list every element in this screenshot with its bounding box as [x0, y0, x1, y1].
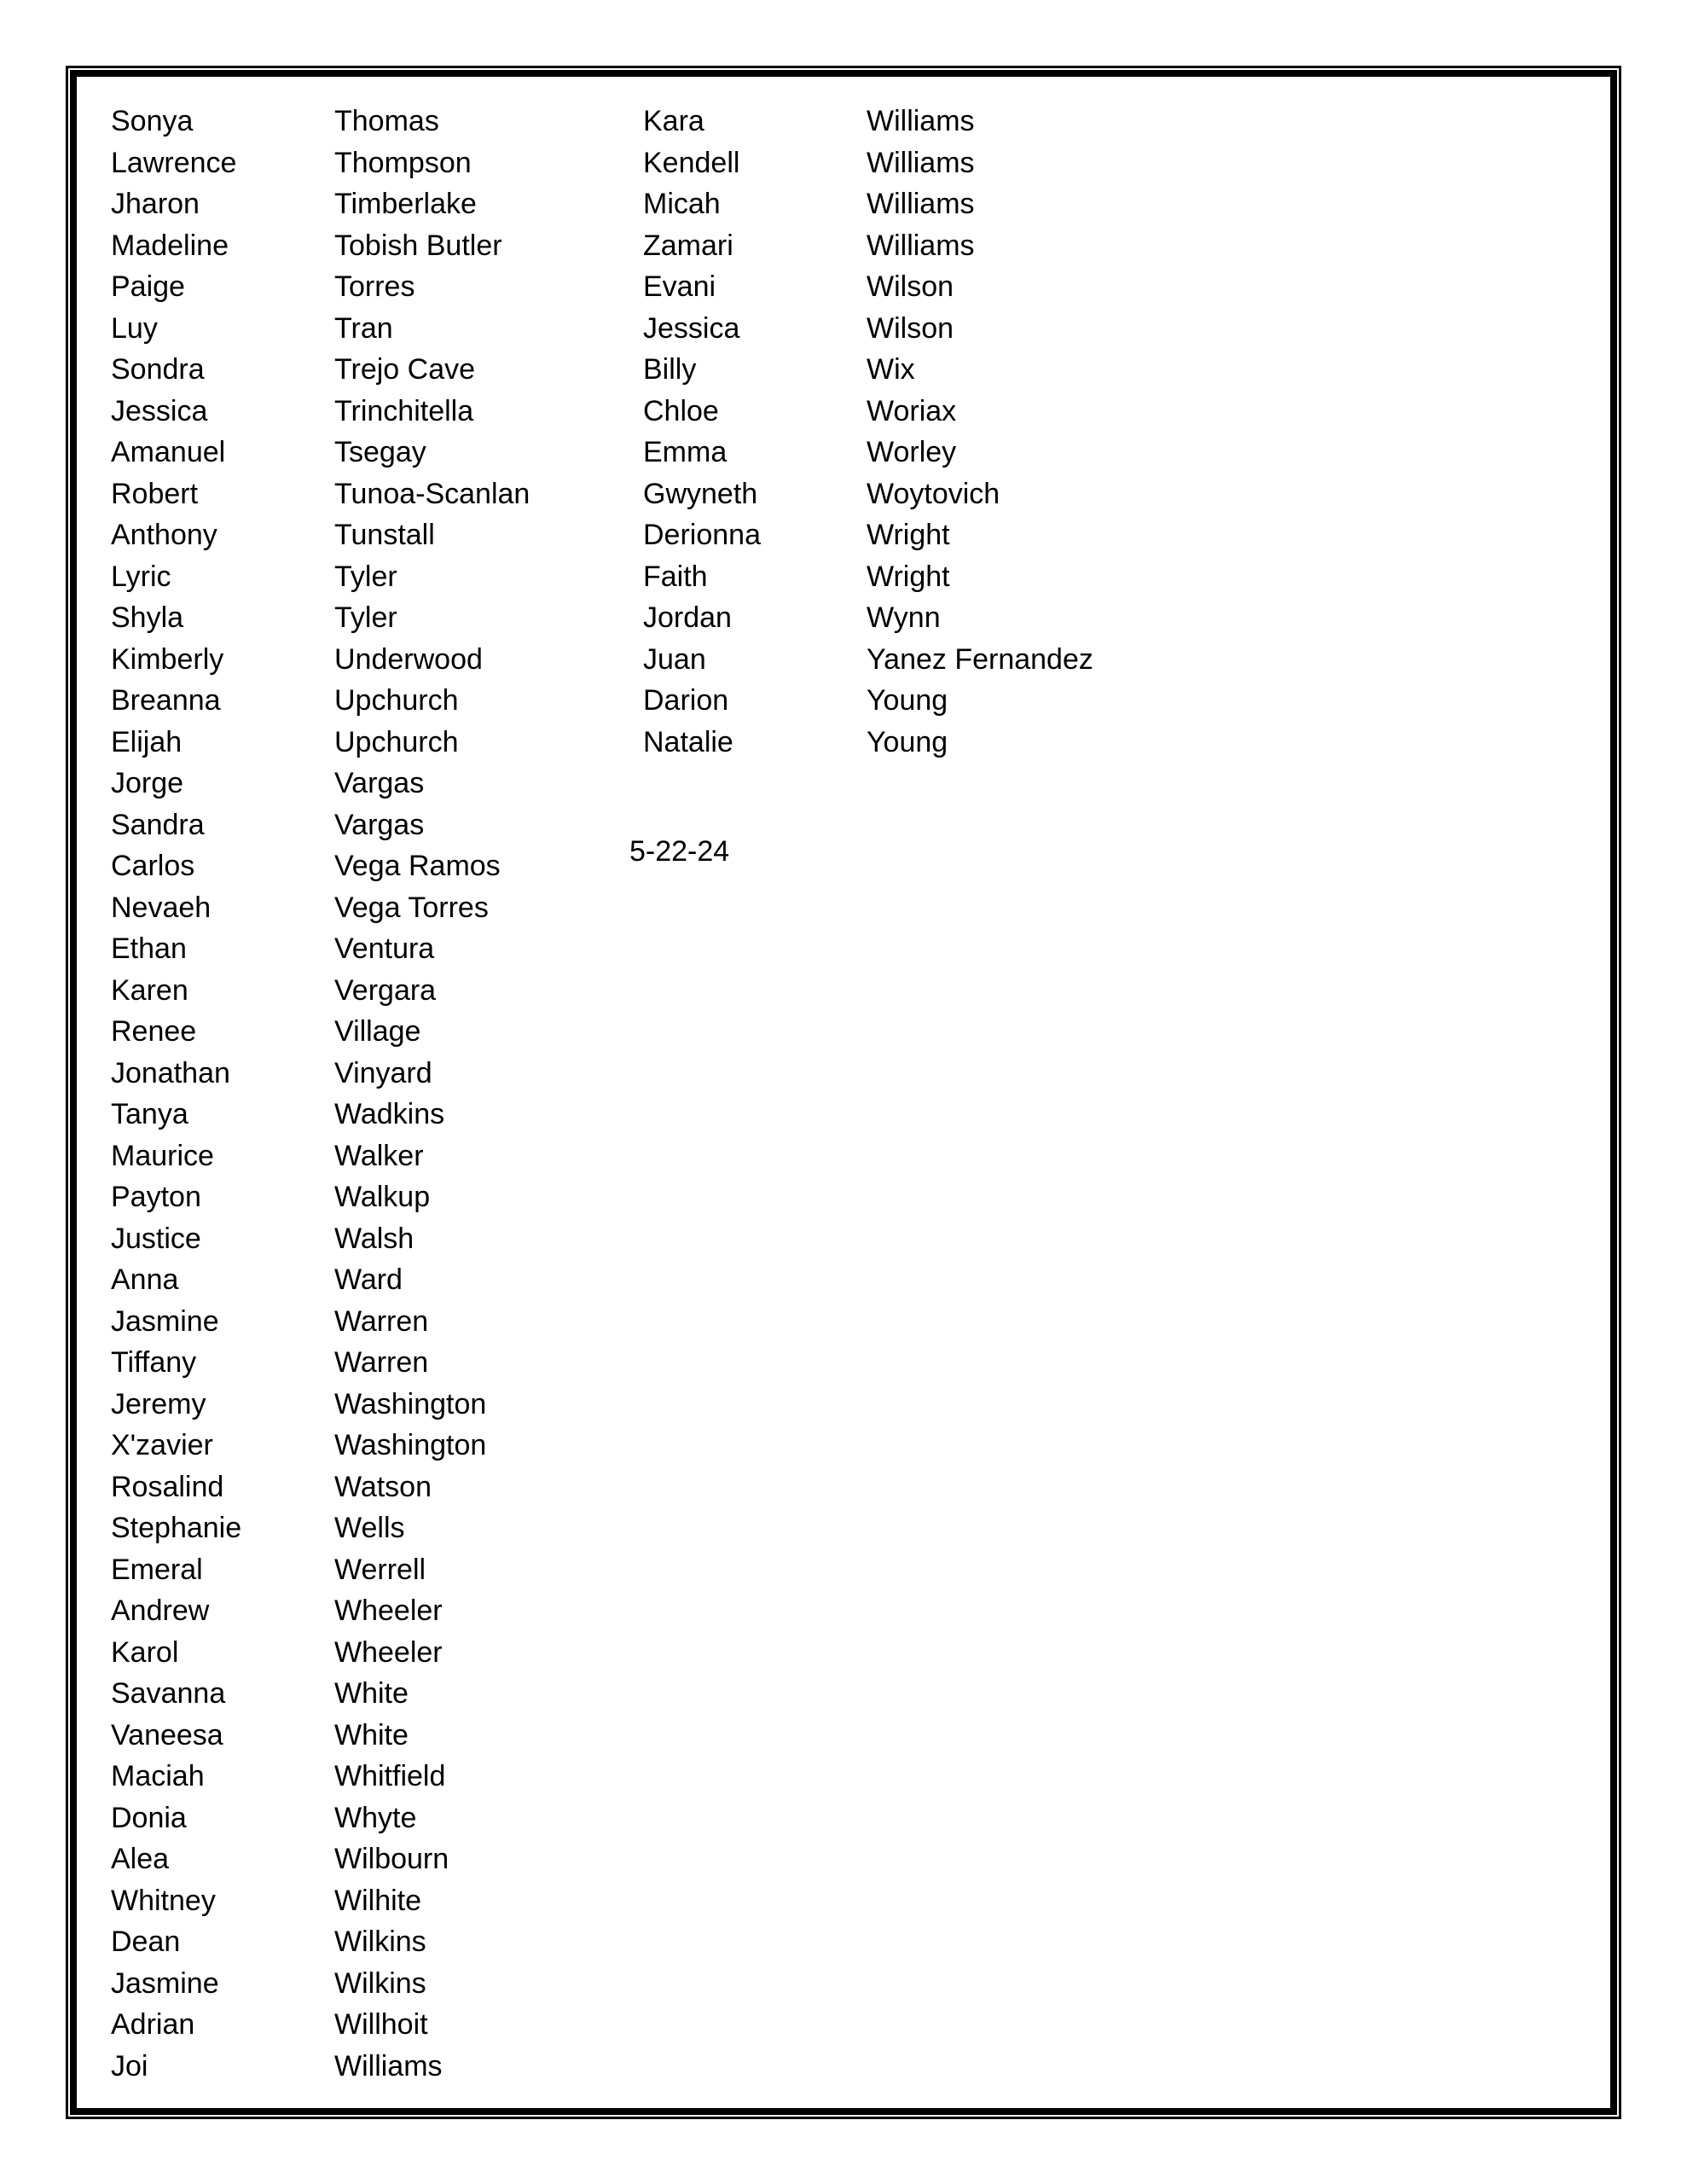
last-name: Williams: [867, 146, 975, 179]
last-name: Young: [867, 684, 948, 717]
first-name: Vaneesa: [111, 1718, 223, 1751]
last-name: Young: [867, 725, 948, 758]
last-name: Washington: [334, 1387, 487, 1420]
last-name: Warren: [334, 1304, 429, 1338]
first-name: Whitney: [111, 1884, 216, 1917]
last-name: Wilkins: [334, 1966, 426, 2000]
last-name-column-right: [867, 101, 1093, 763]
first-name: Lyric: [111, 560, 171, 593]
last-name: Williams: [334, 2049, 443, 2082]
first-name: Jonathan: [111, 1056, 230, 1089]
last-name: Thomas: [334, 105, 439, 137]
first-name: Zamari: [643, 229, 733, 262]
last-name: Wells: [334, 1512, 405, 1544]
first-name: X'zavier: [111, 1429, 213, 1461]
last-name: White: [334, 1677, 409, 1710]
first-name: Jeremy: [111, 1387, 206, 1420]
first-name: Karol: [111, 1635, 179, 1669]
first-name: Maurice: [111, 1139, 214, 1172]
last-name: Watson: [334, 1470, 432, 1503]
first-name: Anna: [111, 1263, 179, 1296]
last-name: Underwood: [334, 642, 483, 676]
last-name: Walker: [334, 1139, 424, 1172]
last-name: Yanez Fernandez: [867, 642, 1093, 676]
first-name: Natalie: [643, 725, 733, 758]
first-name: Anthony: [111, 519, 217, 551]
first-name: Justice: [111, 1222, 201, 1255]
first-name: Kara: [643, 105, 704, 137]
last-name: Tobish Butler: [334, 229, 502, 262]
first-name: Jessica: [643, 311, 740, 345]
first-name-column-right: [643, 101, 761, 763]
last-name: Washington: [334, 1429, 487, 1461]
last-name: Vinyard: [334, 1056, 432, 1089]
first-name: Alea: [111, 1843, 170, 1875]
first-name: Dean: [111, 1926, 181, 1958]
first-name: Shyla: [111, 601, 184, 634]
last-name: Wilhite: [334, 1884, 422, 1917]
first-name: Sonya: [111, 105, 194, 137]
last-name: Wright: [867, 560, 950, 593]
first-name: Jorge: [111, 767, 184, 799]
first-name: Amanuel: [111, 436, 226, 468]
first-name: Renee: [111, 1015, 197, 1048]
first-name: Gwyneth: [643, 477, 758, 510]
last-name: Trinchitella: [334, 394, 474, 427]
last-name: Tyler: [334, 601, 397, 634]
date-label: 5-22-24: [629, 835, 730, 868]
first-name: Joi: [111, 2049, 148, 2082]
first-name: Sondra: [111, 353, 205, 386]
first-name: Robert: [111, 477, 199, 510]
first-name: Emeral: [111, 1553, 203, 1586]
last-name: Ventura: [334, 932, 435, 965]
first-name: Juan: [643, 642, 706, 676]
first-name: Billy: [643, 353, 697, 386]
last-name: Wheeler: [334, 1594, 443, 1627]
last-name: Upchurch: [334, 684, 459, 717]
first-name: Derionna: [643, 519, 761, 551]
first-name: Sandra: [111, 808, 205, 841]
first-name: Ethan: [111, 932, 187, 965]
last-name-column-left: [334, 101, 530, 2087]
first-name: Adrian: [111, 2008, 195, 2041]
first-name: Karen: [111, 973, 188, 1007]
last-name: Vergara: [334, 973, 437, 1007]
first-name: Kendell: [643, 146, 740, 179]
last-name: Upchurch: [334, 725, 459, 758]
first-name: Carlos: [111, 850, 195, 882]
first-name: Elijah: [111, 725, 183, 758]
first-name: Kimberly: [111, 642, 224, 676]
last-name: Wix: [867, 353, 915, 386]
last-name: Ward: [334, 1263, 403, 1296]
first-name: Maciah: [111, 1760, 205, 1792]
first-name: Evani: [643, 270, 716, 303]
last-name: Trejo Cave: [334, 353, 476, 386]
last-name: White: [334, 1718, 409, 1751]
first-name: Tanya: [111, 1098, 188, 1130]
last-name: Wynn: [867, 601, 941, 634]
last-name: Vargas: [334, 808, 425, 841]
first-name: Payton: [111, 1181, 201, 1213]
first-name: Savanna: [111, 1677, 226, 1710]
first-name: Jasmine: [111, 1966, 219, 2000]
last-name: Wright: [867, 519, 950, 551]
last-name: Willhoit: [334, 2008, 428, 2041]
first-name: Stephanie: [111, 1512, 242, 1544]
page-border: [66, 66, 1621, 2119]
last-name: Village: [334, 1015, 421, 1048]
last-name: Wilson: [867, 270, 954, 303]
first-name: Breanna: [111, 684, 221, 717]
first-name: Andrew: [111, 1594, 210, 1627]
first-name: Emma: [643, 436, 728, 468]
first-name: Darion: [643, 684, 729, 717]
last-name: Torres: [334, 270, 415, 303]
last-name: Warren: [334, 1346, 429, 1379]
last-name: Thompson: [334, 146, 472, 179]
last-name: Walsh: [334, 1222, 415, 1255]
last-name: Williams: [867, 105, 975, 137]
first-name: Lawrence: [111, 146, 237, 179]
last-name: Wadkins: [334, 1098, 445, 1130]
first-name: Faith: [643, 560, 708, 593]
first-name: Nevaeh: [111, 891, 212, 924]
last-name: Walkup: [334, 1181, 431, 1213]
first-name: Luy: [111, 311, 158, 345]
last-name: Whitfield: [334, 1760, 446, 1792]
first-name: Madeline: [111, 229, 229, 262]
first-name: Tiffany: [111, 1346, 197, 1379]
first-name: Jasmine: [111, 1304, 219, 1338]
first-name: Donia: [111, 1801, 187, 1834]
last-name: Worley: [867, 436, 957, 468]
last-name: Timberlake: [334, 188, 477, 220]
first-name-column-left: [111, 101, 241, 2087]
page-border-inner: [70, 70, 1617, 2115]
first-name: Jharon: [111, 188, 200, 220]
last-name: Vega Ramos: [334, 850, 501, 882]
last-name: Whyte: [334, 1801, 417, 1834]
roster-content: [77, 77, 1610, 2108]
last-name: Werrell: [334, 1553, 426, 1586]
last-name: Woytovich: [867, 477, 1000, 510]
last-name: Tyler: [334, 560, 397, 593]
first-name: Jordan: [643, 601, 732, 634]
last-name: Tran: [334, 311, 393, 345]
last-name: Williams: [867, 229, 975, 262]
last-name: Wilson: [867, 311, 954, 345]
first-name: Chloe: [643, 394, 719, 427]
last-name: Wheeler: [334, 1635, 443, 1669]
first-name: Jessica: [111, 394, 208, 427]
first-name: Paige: [111, 270, 185, 303]
last-name: Vega Torres: [334, 891, 489, 924]
last-name: Tunoa-Scanlan: [334, 477, 530, 510]
last-name: Woriax: [867, 394, 957, 427]
last-name: Wilkins: [334, 1926, 426, 1958]
last-name: Tsegay: [334, 436, 426, 468]
last-name: Wilbourn: [334, 1843, 449, 1875]
last-name: Vargas: [334, 767, 425, 799]
first-name: Micah: [643, 188, 721, 220]
last-name: Tunstall: [334, 519, 435, 551]
last-name: Williams: [867, 188, 975, 220]
first-name: Rosalind: [111, 1470, 224, 1503]
